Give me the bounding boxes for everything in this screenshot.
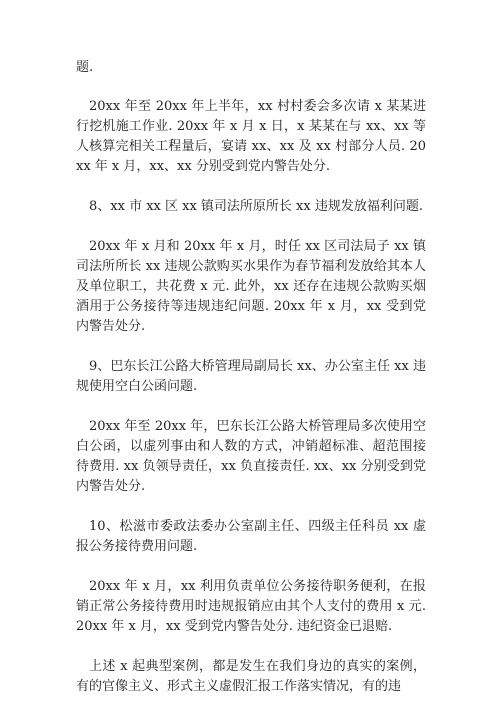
paragraph-case-8-details: 20xx 年 x 月和 20xx 年 x 月，时任 xx 区司法局子 xx 镇司法所所长 xx 违规公款购买水果作为春节福利发放给其本人及单位职工，共花费 x 元. 此外，xx 还存在违规公款购买烟酒用于公务接待等违规违纪问题. 20xx 年 x 月，xx 受到党内警告处分. [76, 239, 426, 334]
paragraph-case-10-heading: 10、松滋市委政法委办公室副主任、四级主任科员 xx 虚报公务接待费用问题. [76, 519, 426, 554]
paragraph-case-7-details: 20xx 年至 20xx 年上半年，xx 村村委会多次请 x 某某进行挖机施工作业. 20xx 年 x 月 x 日，x 某某在与 xx、xx 等人核算完相关工程量后，宴请 xx、xx 及 xx 村部分人员. 20xx 年 x 月，xx、xx 分别受到党内警告处分. [76, 99, 426, 174]
paragraph-case-9-details: 20xx 年至 20xx 年，巴东长江公路大桥管理局多次使用空白公函，以虚列事由和人数的方式，冲销超标准、超范围接待费用. xx 负领导责任，xx 负直接责任. xx、xx 分别受到党内警告处分. [76, 419, 426, 494]
paragraph-continuation: 题. [76, 60, 94, 75]
paragraph-case-9-heading: 9、巴东长江公路大桥管理局副局长 xx、办公室主任 xx 违规使用空白公函问题. [76, 359, 426, 394]
paragraph-case-8-heading: 8、xx 市 xx 区 xx 镇司法所原所长 xx 违规发放福利问题. [89, 199, 423, 214]
paragraph-summary: 上述 x 起典型案例，都是发生在我们身边的真实的案例，有的官像主义、形式主义虚假汇报工作落实情况，有的违 [76, 659, 426, 694]
paragraph-case-10-details: 20xx 年 x 月，xx 利用负责单位公务接待职务便利，在报销正常公务接待费用时违规报销应由其个人支付的费用 x 元. 20xx 年 x 月，xx 受到党内警告处分. 违纪资金已退赔. [76, 579, 426, 634]
